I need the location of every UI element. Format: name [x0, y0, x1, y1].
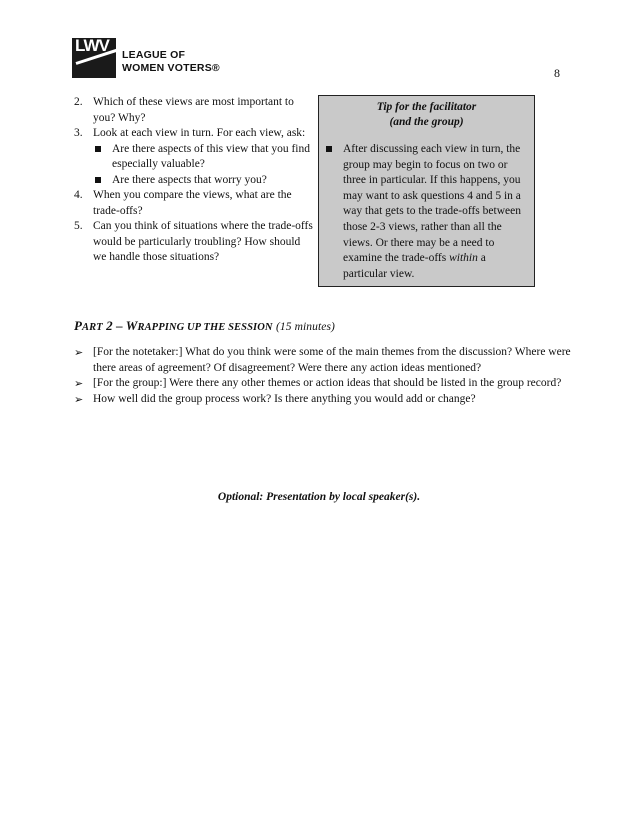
lwv-logo: [72, 38, 272, 82]
question-item: [74, 126, 314, 142]
question-number: 4.: [74, 189, 83, 201]
page-number: 8: [554, 66, 560, 80]
question-list: [74, 95, 314, 266]
arrow-bullet-icon: ➢: [74, 346, 84, 359]
optional-presentation-note: Optional: Presentation by local speaker(s).: [217, 491, 421, 503]
arrow-bullet-icon: ➢: [74, 392, 84, 406]
question-item: [74, 219, 314, 266]
question-number: 2.: [74, 96, 83, 108]
logo-wordmark: [122, 49, 220, 75]
sub-question-item: [74, 142, 314, 173]
lwv-logo-mark: [72, 38, 116, 78]
question-text: Look at each view in turn. For each view, ask:: [93, 127, 306, 139]
arrow-bullet-icon: ➢: [74, 377, 84, 390]
question-text: When you compare the views, what are the trade-offs?: [93, 189, 292, 217]
wrap-up-list: [74, 345, 574, 407]
sub-question-text: Are there aspects of this view that you find especially valuable?: [112, 142, 310, 170]
square-bullet-icon: [326, 146, 332, 152]
tip-title-line-2: (and the group): [389, 116, 464, 128]
logo-line-1: LEAGUE OF: [122, 49, 186, 61]
list-item-text: [For the group:] Were there any other themes or action ideas that should be listed in the group record?: [93, 377, 562, 389]
facilitator-tip-box: [318, 95, 535, 287]
tip-body-emphasis: within: [449, 252, 478, 265]
question-text: Can you think of situations where the trade-offs would be particularly troubling? How should we handle those situations?: [93, 220, 313, 263]
sub-question-item: [74, 173, 314, 189]
list-item: [74, 376, 574, 392]
section-duration: (15 minutes): [275, 321, 335, 333]
tip-body-text: After discussing each view in turn, the group may begin to focus on two or three in particular. If this happens, you may want to ask questions 4 and 5 in a way that gets to the trade-offs between those 2-3 views, rather than all the views. Or there may be a need to examine the trade-offs: [343, 143, 521, 265]
list-item-text: How well did the group process work? Is there anything you would add or change?: [93, 392, 476, 405]
question-item: [74, 188, 314, 219]
section-heading-part-2: PART 2 – WRAPPING UP THE SESSION (15 minutes): [74, 318, 335, 333]
list-item: [74, 392, 574, 408]
tip-title-line-1: Tip for the facilitator: [376, 101, 477, 113]
question-number: 5.: [74, 220, 83, 232]
tip-title: [319, 100, 534, 130]
list-item: [74, 345, 574, 376]
logo-mark-text: LWV: [75, 38, 109, 55]
sub-question-text: Are there aspects that worry you?: [112, 173, 267, 186]
question-number: 3.: [74, 127, 83, 139]
square-bullet-icon: [95, 146, 101, 152]
question-text: Which of these views are most important to you? Why?: [93, 96, 294, 124]
square-bullet-icon: [95, 177, 101, 183]
list-item-text: [For the notetaker:] What do you think were some of the main themes from the discussion? Where were there areas of agreement? Of disagreement? Were there any action ideas mentioned?: [93, 346, 571, 374]
tip-body: [343, 142, 529, 282]
logo-line-2: WOMEN VOTERS®: [122, 62, 220, 74]
question-item: [74, 95, 314, 126]
tip-body-end: a particular view.: [343, 252, 486, 280]
